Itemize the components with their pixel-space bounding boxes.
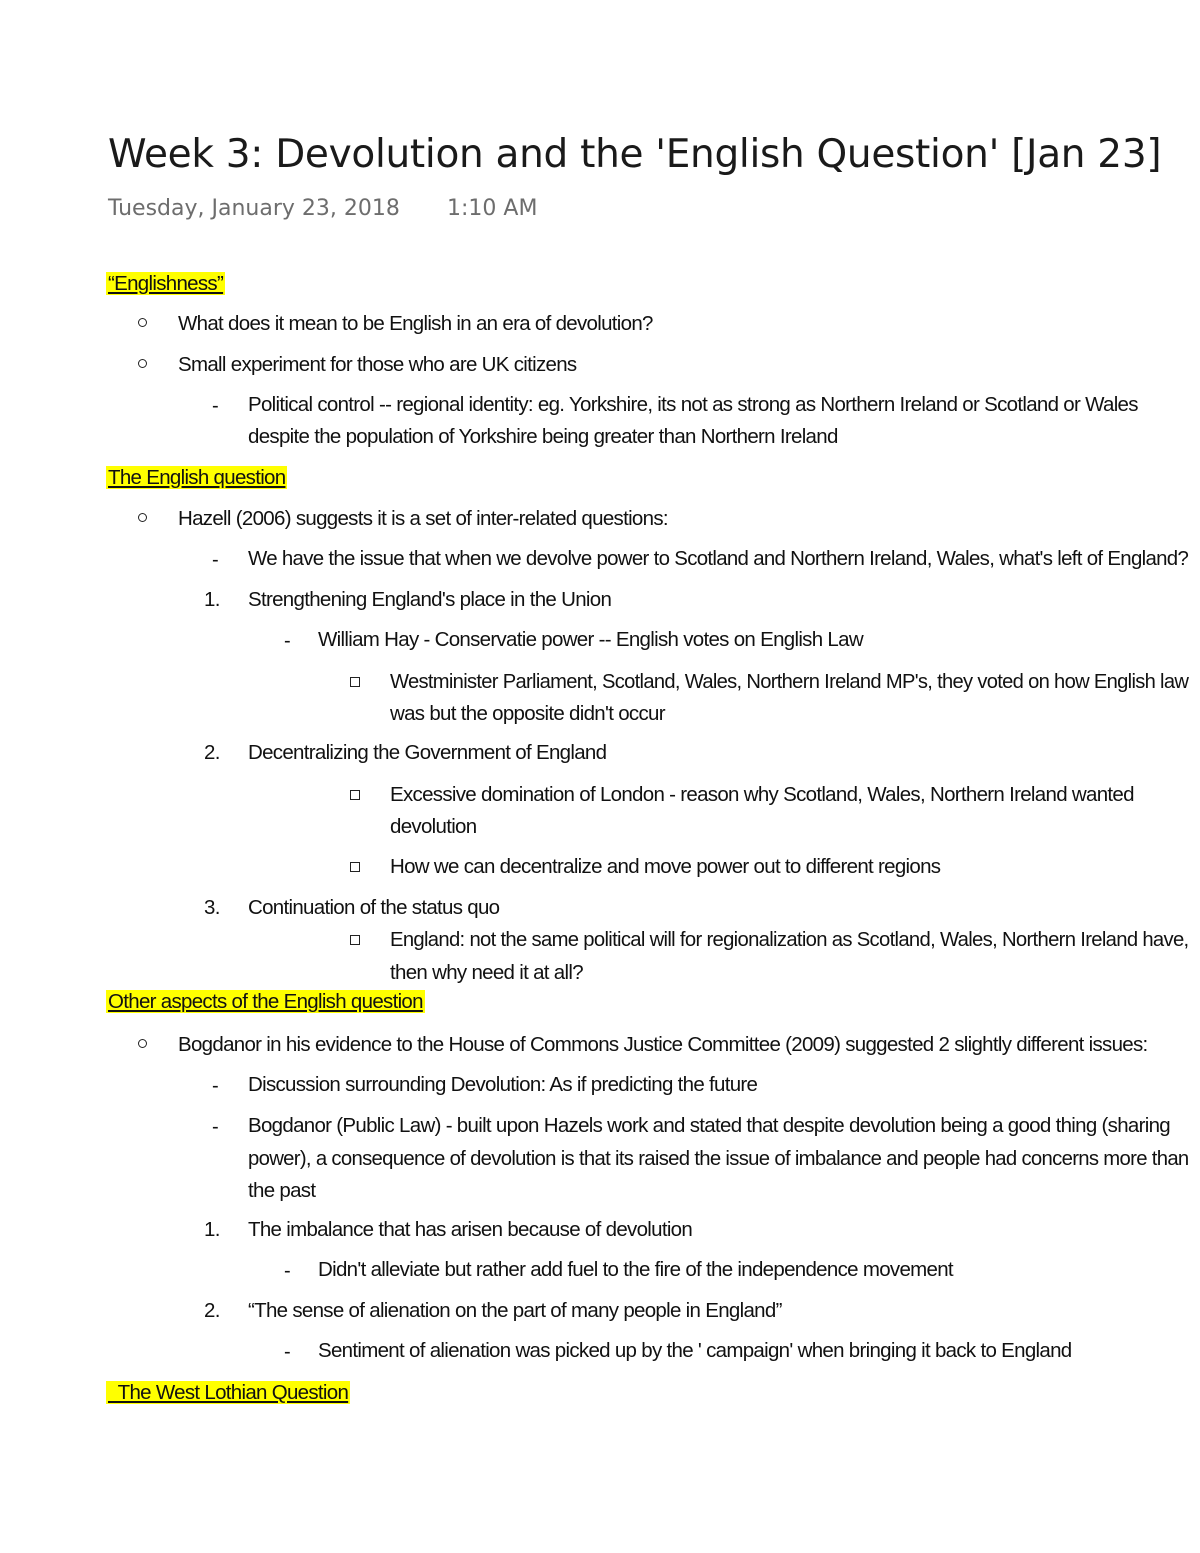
- list-item: We have the issue that when we devolve power to Scotland and Northern Ireland, Wales, what's left of England?: [248, 547, 1189, 570]
- circle-bullet-icon: [138, 1039, 147, 1048]
- list-number: 1.: [204, 1218, 220, 1241]
- dash-bullet-icon: -: [212, 395, 219, 417]
- list-item-continuation: then why need it at all?: [390, 961, 583, 984]
- list-item: Bogdanor (Public Law) - built upon Hazels work and stated that despite devolution being a good thing (sharing: [248, 1114, 1170, 1137]
- list-item: The imbalance that has arisen because of devolution: [248, 1218, 693, 1241]
- note-date: Tuesday, January 23, 2018: [108, 196, 400, 221]
- note-time: 1:10 AM: [447, 196, 538, 221]
- list-item: William Hay - Conservatie power -- English votes on English Law: [318, 628, 863, 651]
- dash-bullet-icon: -: [284, 1341, 291, 1363]
- section-heading-englishness: “Englishness”: [108, 272, 224, 295]
- page-title: Week 3: Devolution and the 'English Question' [Jan 23]: [108, 132, 1162, 177]
- dash-bullet-icon: -: [284, 1260, 291, 1282]
- list-item: Sentiment of alienation was picked up by the ' campaign' when bringing it back to England: [318, 1339, 1072, 1362]
- list-item-continuation: was but the opposite didn't occur: [390, 702, 665, 725]
- square-bullet-icon: [350, 790, 360, 800]
- list-item: Westminister Parliament, Scotland, Wales, Northern Ireland MP's, they voted on how English law: [390, 670, 1189, 693]
- circle-bullet-icon: [138, 359, 147, 368]
- list-number: 2.: [204, 741, 220, 764]
- list-item: Bogdanor in his evidence to the House of Commons Justice Committee (2009) suggested 2 slightly different issues:: [178, 1033, 1148, 1056]
- circle-bullet-icon: [138, 513, 147, 522]
- list-item: Discussion surrounding Devolution: As if predicting the future: [248, 1073, 758, 1096]
- square-bullet-icon: [350, 935, 360, 945]
- list-item: Excessive domination of London - reason why Scotland, Wales, Northern Ireland wanted: [390, 783, 1134, 806]
- dash-bullet-icon: -: [212, 1116, 219, 1138]
- list-item: Small experiment for those who are UK citizens: [178, 353, 577, 376]
- dash-bullet-icon: -: [212, 1075, 219, 1097]
- section-heading-west-lothian: The West Lothian Question: [108, 1381, 349, 1404]
- list-item: Hazell (2006) suggests it is a set of inter-related questions:: [178, 507, 668, 530]
- section-heading-other-aspects: Other aspects of the English question: [108, 990, 423, 1013]
- list-item: Didn't alleviate but rather add fuel to the fire of the independence movement: [318, 1258, 953, 1281]
- list-number: 2.: [204, 1299, 220, 1322]
- list-item: England: not the same political will for regionalization as Scotland, Wales, Northern Ireland have,: [390, 928, 1189, 951]
- list-item: Continuation of the status quo: [248, 896, 500, 919]
- list-item: How we can decentralize and move power out to different regions: [390, 855, 941, 878]
- list-item-continuation: the past: [248, 1179, 316, 1202]
- list-item-continuation: power), a consequence of devolution is that its raised the issue of imbalance and people had concerns more than: [248, 1147, 1189, 1170]
- list-item-continuation: despite the population of Yorkshire being greater than Northern Ireland: [248, 425, 838, 448]
- circle-bullet-icon: [138, 318, 147, 327]
- list-item: Political control -- regional identity: eg. Yorkshire, its not as strong as Northern Ireland or Scotland or Wales: [248, 393, 1138, 416]
- list-item-continuation: devolution: [390, 815, 477, 838]
- square-bullet-icon: [350, 677, 360, 687]
- section-heading-english-question: The English question: [108, 466, 286, 489]
- dash-bullet-icon: -: [212, 549, 219, 571]
- list-number: 3.: [204, 896, 220, 919]
- list-item: “The sense of alienation on the part of many people in England”: [248, 1299, 782, 1322]
- dash-bullet-icon: -: [284, 630, 291, 652]
- list-item: Strengthening England's place in the Union: [248, 588, 612, 611]
- square-bullet-icon: [350, 862, 360, 872]
- list-number: 1.: [204, 588, 220, 611]
- list-item: What does it mean to be English in an era of devolution?: [178, 312, 653, 335]
- list-item: Decentralizing the Government of England: [248, 741, 607, 764]
